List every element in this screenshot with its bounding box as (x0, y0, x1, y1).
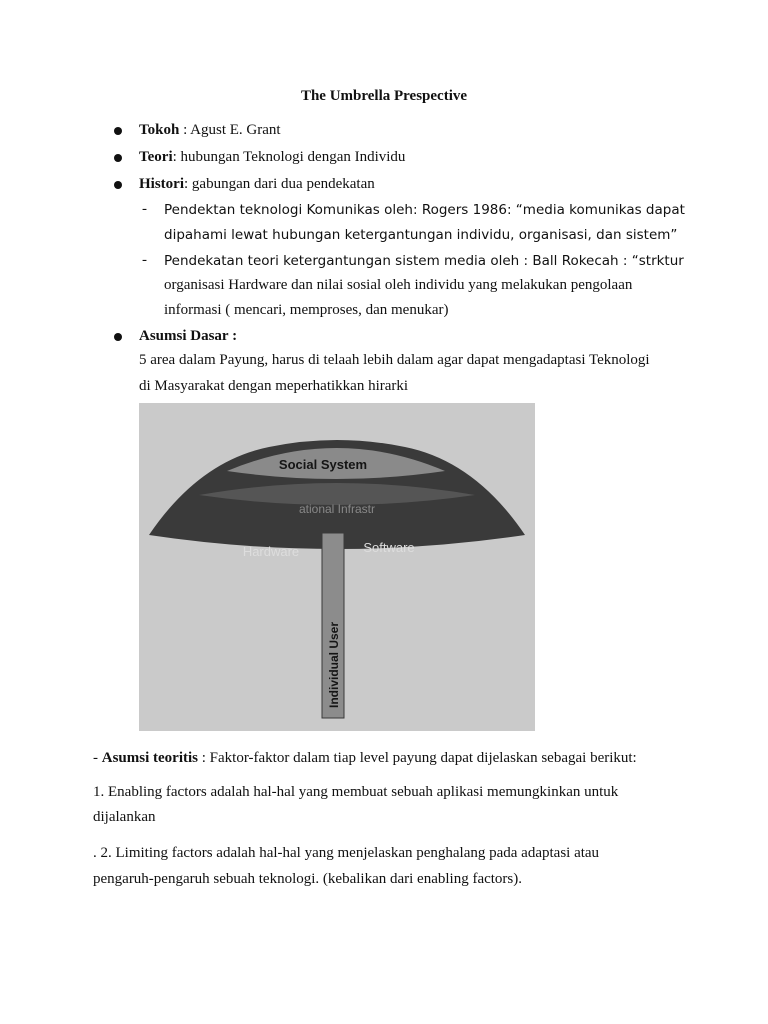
bullet-point (114, 154, 122, 162)
bullet-point (114, 333, 122, 341)
teoritis-text: : Faktor-faktor dalam tiap level payung dapat dijelaskan sebagai berikut: (198, 750, 637, 766)
bullet-point (114, 127, 122, 135)
organizational-label: ational Infrastr (298, 502, 376, 516)
sub2-line3: informasi ( mencari, memproses, dan menukar) (164, 302, 449, 318)
teoritis-label: Asumsi teoritis (101, 750, 198, 766)
tokoh-text: : Agust E. Grant (179, 122, 281, 138)
page-title: The Umbrella Prespective (300, 88, 468, 104)
sub2-line2: organisasi Hardware dan nilai sosial oleh individu yang melakukan pengolaan (164, 277, 633, 293)
teori-label: Teori (139, 149, 173, 165)
teori-text: : hubungan Teknologi dengan Individu (172, 149, 406, 165)
sub2-line1: Pendekatan teori ketergantungan sistem media oleh : Ball Rokecah : “strktur (164, 253, 684, 269)
asumsi-line2: di Masyarakat dengan meperhatikkan hirarki (139, 378, 409, 394)
bullet-point (114, 181, 122, 189)
sub-dash: - (142, 252, 147, 268)
umbrella-figure (139, 403, 535, 731)
social-system-label: Social System (278, 457, 368, 472)
sub1-line1: Pendektan teknologi Komunikas oleh: Rogers 1986: “media komunikas dapat (164, 202, 685, 218)
p1-line2: dijalankan (93, 809, 156, 825)
p2-line1: . 2. Limiting factors adalah hal-hal yang menjelaskan penghalang pada adaptasi atau (93, 845, 600, 861)
tokoh-label: Tokoh (139, 122, 180, 138)
software-label: Software (363, 540, 415, 555)
individual-user-label: Individual User (327, 621, 341, 708)
histori-label: Histori (139, 176, 184, 192)
asumsi-label: Asumsi Dasar : (139, 328, 238, 344)
histori-line (139, 176, 375, 193)
hardware-label: Hardware (242, 544, 300, 559)
asumsi-line1: 5 area dalam Payung, harus di telaah lebih dalam agar dapat mengadaptasi Teknologi (139, 352, 650, 368)
teori-line (139, 149, 405, 166)
histori-text: : gabungan dari dua pendekatan (184, 176, 375, 192)
p1-line1: 1. Enabling factors adalah hal-hal yang membuat sebuah aplikasi memungkinkan untuk (93, 784, 619, 800)
tokoh-line (139, 122, 281, 139)
teoritis-line (93, 750, 637, 767)
teoritis-prefix: - (93, 750, 102, 766)
sub1-line2: dipahami lewat hubungan ketergantungan individu, organisasi, dan sistem” (164, 227, 678, 243)
p2-line2: pengaruh-pengaruh sebuah teknologi. (kebalikan dari enabling factors). (93, 871, 523, 887)
sub-dash: - (142, 201, 147, 217)
